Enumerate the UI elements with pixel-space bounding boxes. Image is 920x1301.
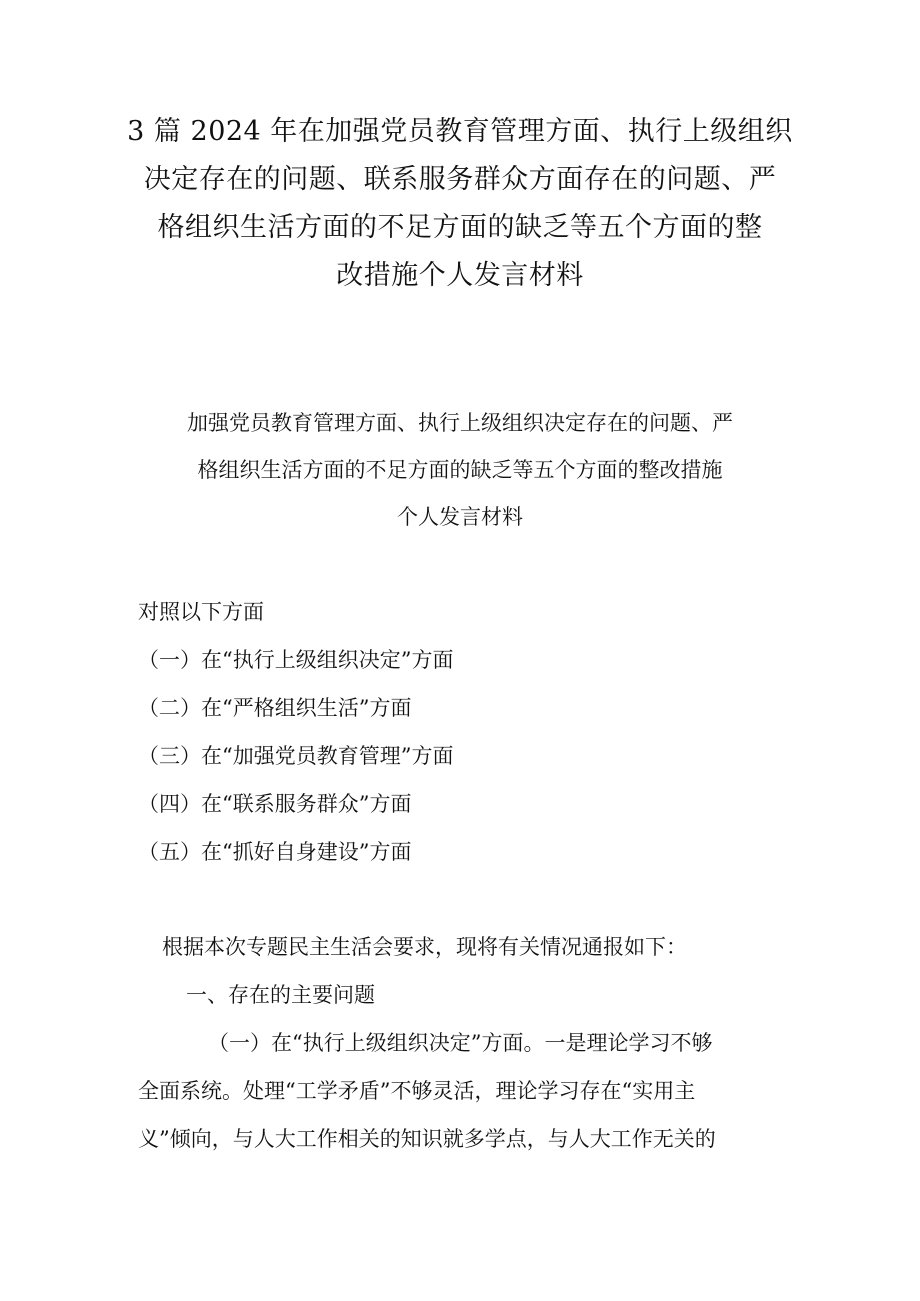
paragraph-line: 义”倾向，与人大工作相关的知识就多学点，与人大工作无关的 bbox=[138, 1127, 716, 1151]
aspect-item: （四）在“联系服务群众”方面 bbox=[138, 792, 412, 816]
intro-paragraph: 根据本次专题民主生活会要求，现将有关情况通报如下： bbox=[162, 935, 687, 959]
paragraph-line: （一）在“执行上级组织决定”方面。一是理论学习不够 bbox=[208, 1031, 713, 1055]
section-heading: 一、存在的主要问题 bbox=[186, 983, 375, 1007]
document-title bbox=[120, 108, 800, 300]
document-subtitle bbox=[130, 400, 790, 541]
subtitle-line: 格组织生活方面的不足方面的缺乏等五个方面的整改措施 bbox=[197, 458, 723, 482]
title-line: 决定存在的问题、联系服务群众方面存在的问题、严 bbox=[143, 164, 777, 195]
title-line: 格组织生活方面的不足方面的缺乏等五个方面的整 bbox=[157, 212, 763, 243]
subtitle-line: 加强党员教育管理方面、执行上级组织决定存在的问题、严 bbox=[187, 411, 733, 435]
title-line: 改措施个人发言材料 bbox=[336, 260, 584, 291]
aspect-item: （一）在“执行上级组织决定”方面 bbox=[138, 648, 454, 672]
aspect-item: （二）在“严格组织生活”方面 bbox=[138, 696, 412, 720]
aspect-item: （三）在“加强党员教育管理”方面 bbox=[138, 744, 454, 768]
title-line: 3 篇 2024 年在加强党员教育管理方面、执行上级组织 bbox=[127, 116, 793, 147]
paragraph-line: 全面系统。处理“工学矛盾”不够灵活，理论学习存在“实用主 bbox=[138, 1079, 696, 1103]
aspect-item: （五）在“抓好自身建设”方面 bbox=[138, 840, 412, 864]
aspects-heading: 对照以下方面 bbox=[138, 600, 264, 624]
subtitle-line: 个人发言材料 bbox=[397, 505, 523, 529]
